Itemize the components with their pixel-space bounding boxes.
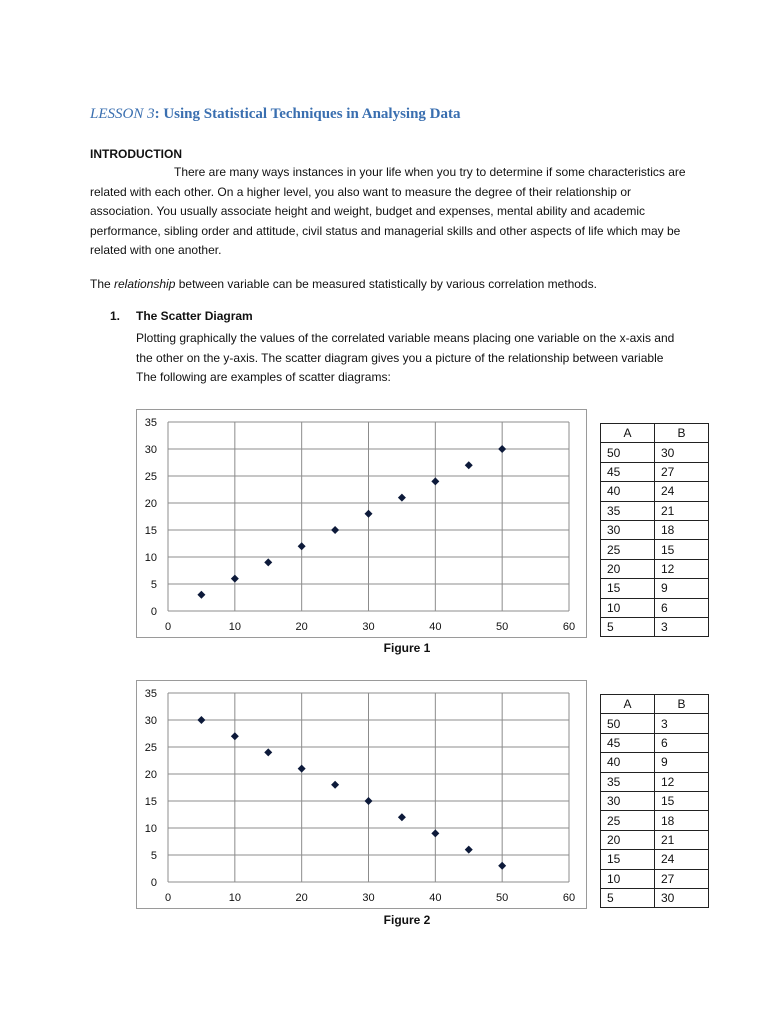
y-tick-label: 25 [144, 742, 157, 754]
y-tick-label: 10 [144, 823, 157, 835]
data-point [465, 846, 473, 854]
table-row [601, 443, 709, 462]
data-point [498, 445, 506, 453]
data-point [264, 748, 272, 756]
data-point [298, 542, 306, 550]
y-tick-label: 30 [144, 444, 157, 456]
table-cell: 15 [601, 579, 655, 598]
table-cell: 24 [655, 850, 709, 869]
data-point [197, 716, 205, 724]
section-description: Plotting graphically the values of the correlated variable means placing one variable on the x-axis and the other on the y-axis. The scatter diagram gives you a picture of the relationship between variable [136, 331, 675, 365]
table-cell: 3 [655, 617, 709, 636]
table-cell: 50 [601, 443, 655, 462]
table-row [601, 791, 709, 810]
x-tick-label: 40 [429, 621, 442, 633]
y-tick-label: 35 [144, 417, 157, 429]
section-body [136, 329, 676, 388]
figure-2-plot [137, 681, 586, 908]
y-tick-label: 15 [144, 525, 157, 537]
table-cell: 12 [655, 772, 709, 791]
relationship-paragraph [90, 275, 690, 295]
column-header: A [601, 424, 655, 443]
table-cell: 40 [601, 482, 655, 501]
x-tick-label: 30 [362, 621, 375, 633]
data-point [365, 797, 373, 805]
x-tick-label: 20 [295, 892, 308, 904]
data-point [231, 732, 239, 740]
x-tick-label: 30 [362, 892, 375, 904]
table-row [601, 888, 709, 907]
data-point [398, 813, 406, 821]
x-tick-label: 10 [228, 621, 241, 633]
table-cell: 24 [655, 482, 709, 501]
data-point [465, 461, 473, 469]
table-row [601, 598, 709, 617]
y-tick-label: 20 [144, 498, 157, 510]
data-point [231, 575, 239, 583]
figure-1-chart [136, 409, 587, 638]
figure-2-caption: Figure 2 [383, 913, 431, 927]
column-header: B [655, 695, 709, 714]
data-point [365, 510, 373, 518]
x-tick-label: 0 [164, 621, 172, 633]
x-tick-label: 60 [562, 892, 576, 904]
data-point [331, 526, 339, 534]
section-number: 1. [110, 309, 121, 323]
data-point [498, 862, 506, 870]
table-cell: 35 [601, 501, 655, 520]
x-tick-label: 50 [496, 892, 509, 904]
table-cell: 5 [601, 888, 655, 907]
relationship-term: relationship [114, 277, 176, 291]
x-tick-label: 60 [562, 621, 576, 633]
data-point [331, 781, 339, 789]
data-point [431, 477, 439, 485]
table-row [601, 733, 709, 752]
table-row [601, 540, 709, 559]
figure-1-caption: Figure 1 [383, 641, 431, 655]
figure-2-data-table [600, 694, 709, 908]
y-tick-label: 25 [144, 471, 157, 483]
table-header-row [601, 424, 709, 443]
table-cell: 20 [601, 559, 655, 578]
table-row [601, 714, 709, 733]
table-cell: 35 [601, 772, 655, 791]
table-cell: 18 [655, 811, 709, 830]
table-cell: 9 [655, 579, 709, 598]
table-cell: 9 [655, 753, 709, 772]
table-cell: 30 [655, 443, 709, 462]
y-tick-label: 0 [150, 877, 157, 889]
y-tick-label: 30 [144, 715, 157, 727]
relationship-post: between variable can be measured statistically by various correlation methods. [175, 277, 597, 291]
table-cell: 10 [601, 598, 655, 617]
relationship-pre: The [90, 277, 115, 291]
table-cell: 15 [601, 850, 655, 869]
x-tick-label: 20 [295, 621, 308, 633]
data-point [264, 558, 272, 566]
y-tick-label: 35 [144, 688, 157, 700]
table-cell: 15 [655, 791, 709, 810]
table-cell: 12 [655, 559, 709, 578]
x-tick-label: 0 [164, 892, 172, 904]
table-row [601, 753, 709, 772]
table-cell: 27 [655, 462, 709, 481]
table-row [601, 579, 709, 598]
lesson-title-text: : Using Statistical Techniques in Analysing Data [154, 106, 461, 122]
table-cell: 10 [601, 869, 655, 888]
table-cell: 50 [601, 714, 655, 733]
y-tick-label: 5 [150, 850, 157, 862]
table-cell: 6 [655, 598, 709, 617]
x-tick-label: 50 [496, 621, 509, 633]
table-row [601, 830, 709, 849]
data-point [431, 829, 439, 837]
section-title: The Scatter Diagram [136, 309, 253, 323]
table-row [601, 559, 709, 578]
y-tick-label: 0 [150, 606, 157, 618]
data-point [197, 591, 205, 599]
table-cell: 15 [655, 540, 709, 559]
figure-1-data-table [600, 423, 709, 637]
table-row [601, 772, 709, 791]
column-header: B [655, 424, 709, 443]
x-tick-label: 40 [429, 892, 442, 904]
figure-1-plot [137, 410, 586, 637]
table-row [601, 850, 709, 869]
table-cell: 45 [601, 733, 655, 752]
examples-intro: The following are examples of scatter diagrams: [136, 370, 391, 384]
y-tick-label: 5 [150, 579, 157, 591]
data-point [298, 765, 306, 773]
table-cell: 21 [655, 501, 709, 520]
table-row [601, 501, 709, 520]
x-tick-label: 10 [228, 892, 241, 904]
table-cell: 40 [601, 753, 655, 772]
y-tick-label: 20 [144, 769, 157, 781]
table-cell: 45 [601, 462, 655, 481]
figure-2-chart [136, 680, 587, 909]
table-row [601, 617, 709, 636]
lesson-number: LESSON 3 [90, 106, 155, 122]
lesson-title [90, 106, 461, 123]
y-tick-label: 15 [144, 796, 157, 808]
column-header: A [601, 695, 655, 714]
table-row [601, 462, 709, 481]
table-cell: 25 [601, 540, 655, 559]
table-cell: 20 [601, 830, 655, 849]
y-tick-label: 10 [144, 552, 157, 564]
table-cell: 5 [601, 617, 655, 636]
table-cell: 27 [655, 869, 709, 888]
introduction-heading: INTRODUCTION [90, 147, 182, 161]
table-cell: 25 [601, 811, 655, 830]
table-row [601, 869, 709, 888]
table-row [601, 482, 709, 501]
table-cell: 18 [655, 520, 709, 539]
table-cell: 3 [655, 714, 709, 733]
table-cell: 30 [655, 888, 709, 907]
table-cell: 6 [655, 733, 709, 752]
table-row [601, 520, 709, 539]
table-cell: 30 [601, 520, 655, 539]
introduction-paragraph: There are many ways instances in your life when you try to determine if some characteristics are related with each other. On a higher level, you also want to measure the degree of their relationship or association. You usually associate height and weight, budget and expenses, mental ability and academic performance, sibling order and attitude, civil status and managerial skills and other aspects of life which may be related with one another. [90, 165, 686, 257]
table-header-row [601, 695, 709, 714]
section-heading [110, 309, 253, 323]
table-cell: 21 [655, 830, 709, 849]
data-point [398, 494, 406, 502]
table-row [601, 811, 709, 830]
table-cell: 30 [601, 791, 655, 810]
